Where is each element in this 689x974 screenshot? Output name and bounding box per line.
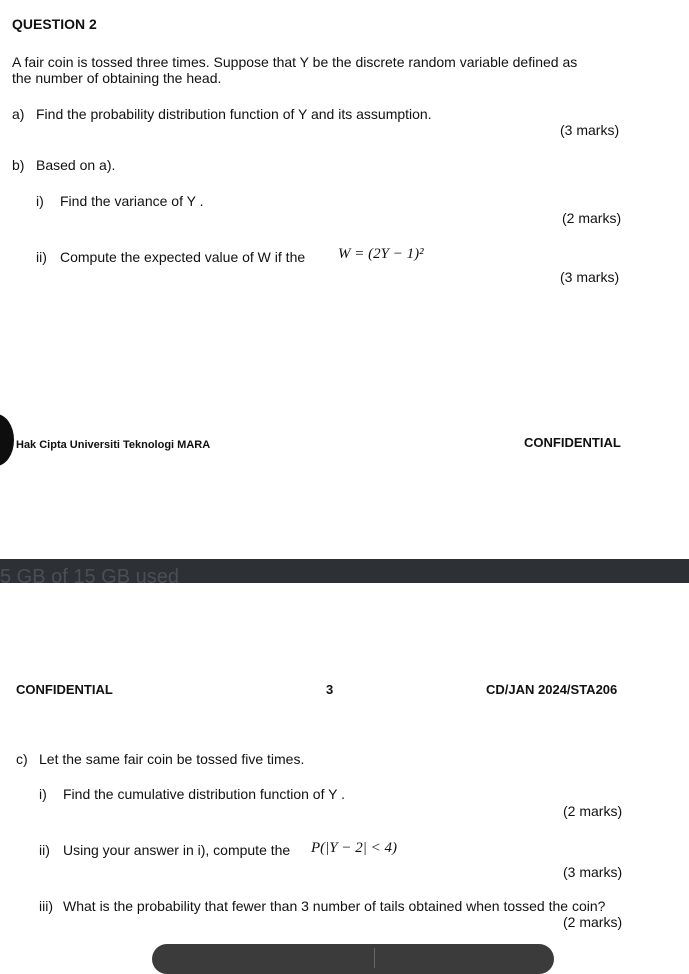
part-c-iii-label: iii) (39, 898, 53, 914)
part-a-label: a) (12, 106, 25, 122)
part-b-ii-marks: (3 marks) (560, 269, 620, 285)
part-c-text: Let the same fair coin be tossed five times. (39, 751, 305, 767)
part-c-ii-marks: (3 marks) (563, 864, 623, 880)
part-b-ii-label: ii) (36, 249, 47, 265)
part-a-text: Find the probability distribution function of Y and its assumption. (36, 106, 432, 122)
part-c-ii-text: Using your answer in i), compute the (63, 842, 291, 858)
intro-line-2: the number of obtaining the head. (12, 70, 222, 86)
part-c-i-text: Find the cumulative distribution function of Y . (63, 786, 345, 802)
part-c-i-marks: (2 marks) (563, 803, 623, 819)
footer-confidential: CONFIDENTIAL (524, 435, 621, 450)
part-b-label: b) (12, 157, 25, 173)
page-number: 3 (326, 682, 334, 697)
part-b-i-label: i) (36, 193, 44, 209)
part-c-label: c) (16, 751, 28, 767)
part-b-i-marks: (2 marks) (562, 210, 622, 226)
part-a-marks: (3 marks) (560, 122, 620, 138)
footer-copyright: Hak Cipta Universiti Teknologi MARA (16, 439, 211, 451)
part-c-iii-text: What is the probability that fewer than 3 number of tails obtained when tossed the coin? (63, 898, 606, 914)
storage-overlay-text: 5 GB of 15 GB used (0, 566, 179, 588)
page2-header-right: CD/JAN 2024/STA206 (486, 682, 618, 697)
part-b-i-text: Find the variance of Y . (60, 193, 204, 209)
part-b-text: Based on a). (36, 157, 116, 173)
question-title: QUESTION 2 (12, 16, 97, 32)
viewer-toolbar[interactable] (152, 944, 554, 974)
part-b-ii-text: Compute the expected value of W if the (60, 249, 306, 265)
part-c-iii-marks: (2 marks) (563, 914, 623, 930)
toolbar-divider (374, 948, 375, 968)
part-c-ii-label: ii) (39, 842, 50, 858)
page2-header-left: CONFIDENTIAL (16, 682, 113, 697)
part-b-ii-formula: W = (2Y − 1)² (338, 246, 424, 262)
copyright-circle (0, 414, 14, 466)
part-c-ii-formula: P(|Y − 2| < 4) (311, 840, 397, 856)
intro-line-1: A fair coin is tossed three times. Suppose that Y be the discrete random variable defined as (12, 54, 578, 70)
part-c-i-label: i) (39, 786, 47, 802)
